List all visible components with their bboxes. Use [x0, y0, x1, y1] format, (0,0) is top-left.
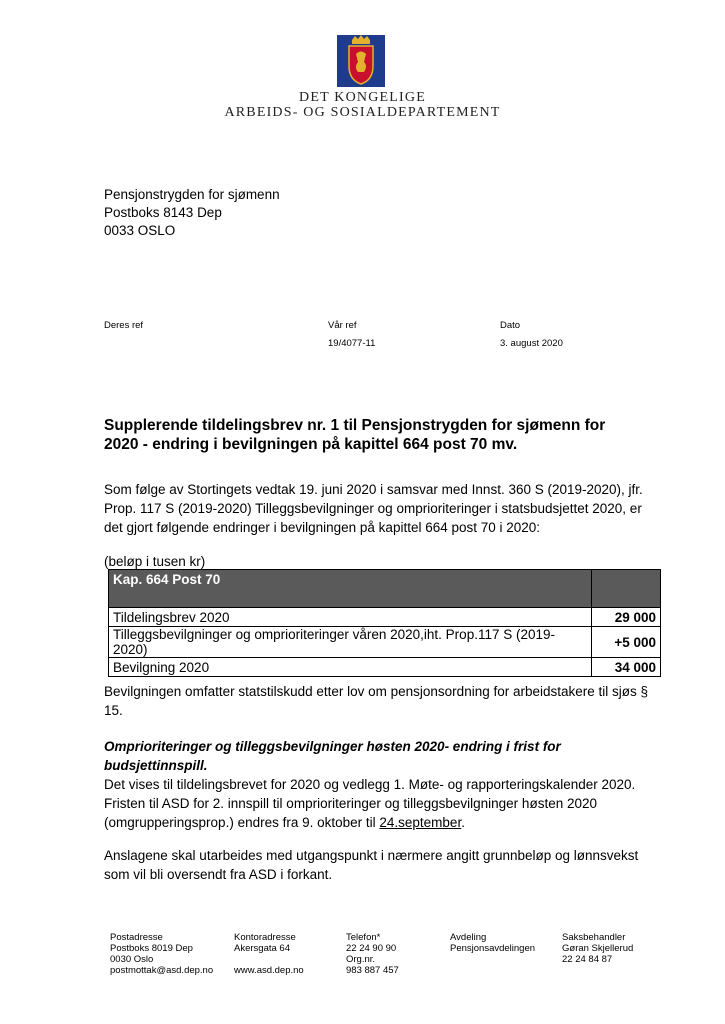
scope-line2: 15.	[104, 703, 123, 718]
intro-paragraph	[104, 480, 654, 537]
closing-line2: som vil bli oversendt fra ASD i forkant.	[104, 867, 333, 882]
intro-line2: Prop. 117 S (2019-2020) Tilleggsbevilgninger og omprioriteringer i statsbudsjettet 2020, er	[104, 501, 642, 516]
section-line3	[104, 813, 654, 832]
footer-case-officer	[562, 932, 633, 965]
deadline-date: 24.september	[379, 815, 462, 830]
section-heading-line2: budsjettinnspill.	[104, 758, 208, 773]
title-line2: 2020 - endring i bevilgningen på kapittel 664 post 70 mv.	[104, 436, 518, 453]
footer-text	[234, 954, 304, 965]
intro-line3: det gjort følgende endringer i bevilgningen på kapittel 664 post 70 i 2020:	[104, 520, 541, 535]
table-row	[109, 608, 661, 627]
section-line1: Det vises til tildelingsbrevet for 2020 og vedlegg 1. Møte- og rapporteringskalender 2020.	[104, 777, 636, 792]
footer-text: Postboks 8019 Dep	[110, 943, 193, 954]
budget-table	[108, 569, 661, 677]
intro-line1: Som følge av Stortingets vedtak 19. juni 2020 i samsvar med Innst. 360 S (2019-2020), jfr.	[104, 482, 643, 497]
var-ref-value: 19/4077-11	[328, 338, 376, 349]
footer-text: 22 24 84 87	[562, 954, 613, 965]
table-row	[109, 658, 661, 677]
row-label: Tilleggsbevilgninger og omprioriteringer våren 2020,iht. Prop.117 S (2019-2020)	[109, 627, 592, 658]
deres-ref-label: Deres ref	[104, 320, 144, 331]
footer-office-address	[234, 932, 304, 976]
table-header-label: Kap. 664 Post 70	[109, 570, 592, 608]
footer-email: postmottak@asd.dep.no	[110, 965, 214, 976]
footer-text: Avdeling	[450, 932, 487, 943]
row-value: +5 000	[592, 627, 661, 658]
footer-post-address	[110, 932, 213, 976]
coat-of-arms-icon	[336, 34, 386, 88]
row-value: 29 000	[592, 608, 661, 627]
row-value: 34 000	[592, 658, 661, 677]
title-line1: Supplerende tildelingsbrev nr. 1 til Pensjonstrygden for sjømenn for	[104, 417, 606, 434]
row-label: Tildelingsbrev 2020	[109, 608, 592, 627]
closing-paragraph	[104, 846, 654, 884]
letter-title	[104, 416, 644, 454]
section-paragraph	[104, 737, 654, 832]
footer-text: Akersgata 64	[234, 943, 290, 954]
footer-website: www.asd.dep.no	[234, 965, 304, 976]
date-value: 3. august 2020	[500, 338, 563, 349]
scope-line1: Bevilgningen omfatter statstilskudd etter lov om pensjonsordning for arbeidstakere til sjøs §	[104, 684, 649, 699]
section-heading-line1: Omprioriteringer og tilleggsbevilgninger høsten 2020- endring i frist for	[104, 739, 561, 754]
footer-text: 983 887 457	[346, 965, 399, 976]
department-name-line2: ARBEIDS- OG SOSIALDEPARTEMENT	[224, 105, 501, 120]
footer-department	[450, 932, 535, 954]
table-header-value	[592, 570, 661, 608]
footer-text: Telefon*	[346, 932, 381, 943]
footer-text: 22 24 90 90	[346, 943, 397, 954]
var-ref-label: Vår ref	[328, 320, 357, 331]
recipient-box: Postboks 8143 Dep	[104, 205, 222, 220]
recipient-name: Pensjonstrygden for sjømenn	[104, 187, 280, 202]
date-label: Dato	[500, 320, 521, 331]
footer-text: Postadresse	[110, 932, 163, 943]
table-header-row	[109, 570, 661, 608]
unit-note: (beløp i tusen kr)	[104, 554, 206, 569]
footer-text: 0030 Oslo	[110, 954, 154, 965]
footer-text: Kontoradresse	[234, 932, 296, 943]
scope-paragraph	[104, 682, 654, 720]
closing-line1: Anslagene skal utarbeides med utgangspunkt i nærmere angitt grunnbeløp og lønnsvekst	[104, 848, 639, 863]
table-row	[109, 627, 661, 658]
footer-text: Pensjonsavdelingen	[450, 943, 536, 954]
department-name-line1: DET KONGELIGE	[299, 90, 426, 105]
section-line3-pre: (omgrupperingsprop.) endres fra 9. oktober til	[104, 815, 380, 830]
footer-text: Org.nr.	[346, 954, 376, 965]
footer-text: Gøran Skjellerud	[562, 943, 634, 954]
footer-phone	[346, 932, 399, 976]
recipient-city: 0033 OSLO	[104, 223, 176, 238]
row-label: Bevilgning 2020	[109, 658, 592, 677]
footer-text: Saksbehandler	[562, 932, 626, 943]
section-line2: Fristen til ASD for 2. innspill til omprioriteringer og tilleggsbevilgninger høsten 2020	[104, 796, 597, 811]
section-line3-post: .	[461, 815, 465, 830]
